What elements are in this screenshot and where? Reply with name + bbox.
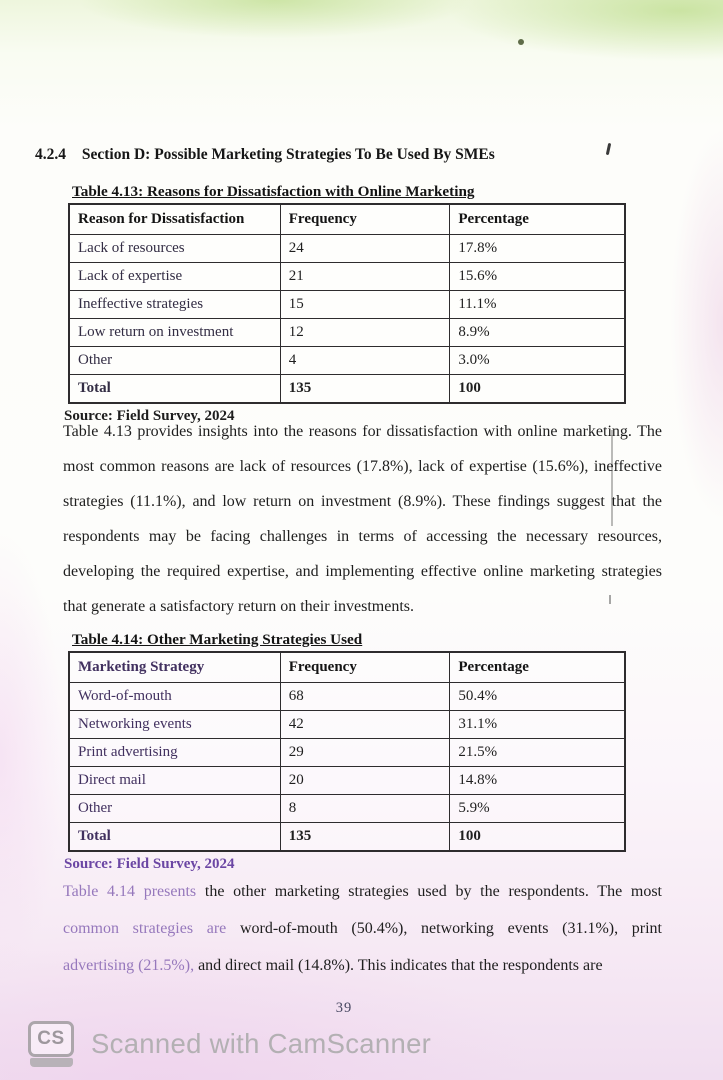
table-header-cell: Frequency	[280, 204, 450, 235]
paragraph-line: strategies (11.1%), and low return on investment (8.9%). These findings suggest that the	[63, 493, 662, 510]
table-cell: 5.9%	[450, 795, 625, 823]
table-cell: 21.5%	[450, 739, 625, 767]
camscanner-logo-base	[30, 1058, 73, 1067]
table-cell: 100	[450, 823, 625, 852]
table-4-14-title: Table 4.14: Other Marketing Strategies Used	[72, 631, 363, 648]
paragraph-segment: word-of-mouth (50.4%), networking events (31.1%), print	[239, 920, 662, 937]
table-row	[69, 291, 625, 319]
table-cell: 50.4%	[450, 683, 625, 711]
table-row	[69, 767, 625, 795]
scan-tick-artifact	[606, 143, 611, 155]
table-cell: 100	[450, 375, 625, 404]
table-cell: 15	[280, 291, 450, 319]
table-header-row	[69, 204, 625, 235]
table-cell: Lack of expertise	[69, 263, 280, 291]
paragraph-line: Table 4.13 provides insights into the reasons for dissatisfaction with online marketing. The	[63, 423, 662, 440]
table-cell: Other	[69, 347, 280, 375]
table-cell: 68	[280, 683, 450, 711]
section-heading	[35, 146, 495, 164]
watermark-text: Scanned with CamScanner	[91, 1028, 432, 1059]
paragraph-line	[63, 954, 662, 991]
table-header-row	[69, 652, 625, 683]
table-row	[69, 795, 625, 823]
table-cell: 21	[280, 263, 450, 291]
table-cell: Ineffective strategies	[69, 291, 280, 319]
table-4-13-title: Table 4.13: Reasons for Dissatisfaction with Online Marketing	[72, 183, 475, 200]
paragraph-line: most common reasons are lack of resources (17.8%), lack of expertise (15.6%), ineffective	[63, 458, 662, 475]
table-header-cell: Reason for Dissatisfaction	[69, 204, 280, 235]
paragraph-table-4-13	[63, 420, 662, 630]
paragraph-line: developing the required expertise, and implementing effective online marketing strategies	[63, 563, 662, 580]
table-cell: Print advertising	[69, 739, 280, 767]
section-title: Section D: Possible Marketing Strategies To Be Used By SMEs	[81, 146, 495, 163]
table-4-14-block	[64, 631, 626, 873]
paragraph-segment: the other marketing strategies used by the respondents. The most	[204, 883, 663, 900]
table-header-cell: Percentage	[450, 204, 625, 235]
table-4-13	[68, 203, 626, 404]
table-4-14	[68, 651, 626, 852]
table-cell: 135	[280, 375, 450, 404]
table-cell: 11.1%	[450, 291, 625, 319]
table-header-cell: Percentage	[450, 652, 625, 683]
table-cell: Lack of resources	[69, 235, 280, 263]
section-number: 4.2.4	[35, 146, 66, 163]
table-cell: 31.1%	[450, 711, 625, 739]
table-cell: 24	[280, 235, 450, 263]
table-4-13-block	[64, 183, 626, 425]
table-4-13-source: Source: Field Survey, 2024	[64, 408, 235, 424]
table-row	[69, 235, 625, 263]
table-header-cell: Marketing Strategy	[69, 652, 280, 683]
table-cell: 42	[280, 711, 450, 739]
scan-speck-artifact	[518, 39, 524, 45]
paragraph-line: that generate a satisfactory return on their investments.	[63, 598, 414, 615]
table-cell: 12	[280, 319, 450, 347]
table-cell: 3.0%	[450, 347, 625, 375]
table-cell: Word-of-mouth	[69, 683, 280, 711]
table-cell: 135	[280, 823, 450, 852]
table-row	[69, 823, 625, 852]
table-cell: 20	[280, 767, 450, 795]
table-row	[69, 739, 625, 767]
table-cell: Networking events	[69, 711, 280, 739]
paragraph-table-4-14	[63, 880, 662, 991]
table-cell: 8	[280, 795, 450, 823]
table-cell: 17.8%	[450, 235, 625, 263]
page-number: 39	[335, 1000, 353, 1016]
table-cell: Other	[69, 795, 280, 823]
table-row	[69, 375, 625, 404]
table-row	[69, 263, 625, 291]
table-cell: 4	[280, 347, 450, 375]
table-row	[69, 711, 625, 739]
camscanner-logo-icon	[28, 1021, 74, 1067]
table-4-14-source: Source: Field Survey, 2024	[64, 856, 235, 872]
table-cell: Total	[69, 823, 280, 852]
camscanner-watermark	[28, 1021, 431, 1067]
paragraph-line	[63, 880, 662, 917]
paragraph-segment: Table 4.14 presents	[63, 883, 205, 900]
table-cell: Low return on investment	[69, 319, 280, 347]
paragraph-segment: common strategies are	[63, 920, 240, 937]
table-row	[69, 319, 625, 347]
table-cell: 8.9%	[450, 319, 625, 347]
table-cell: Direct mail	[69, 767, 280, 795]
table-cell: 29	[280, 739, 450, 767]
paragraph-line: respondents may be facing challenges in terms of accessing the necessary resources,	[63, 528, 662, 545]
table-cell: Total	[69, 375, 280, 404]
table-header-cell: Frequency	[280, 652, 450, 683]
paragraph-line	[63, 917, 662, 954]
table-cell: 14.8%	[450, 767, 625, 795]
camscanner-logo-text: CS	[28, 1021, 74, 1057]
table-cell: 15.6%	[450, 263, 625, 291]
table-row	[69, 347, 625, 375]
paragraph-segment: and direct mail (14.8%). This indicates that the respondents are	[198, 957, 603, 974]
paragraph-segment: advertising (21.5%),	[63, 957, 199, 974]
table-row	[69, 683, 625, 711]
